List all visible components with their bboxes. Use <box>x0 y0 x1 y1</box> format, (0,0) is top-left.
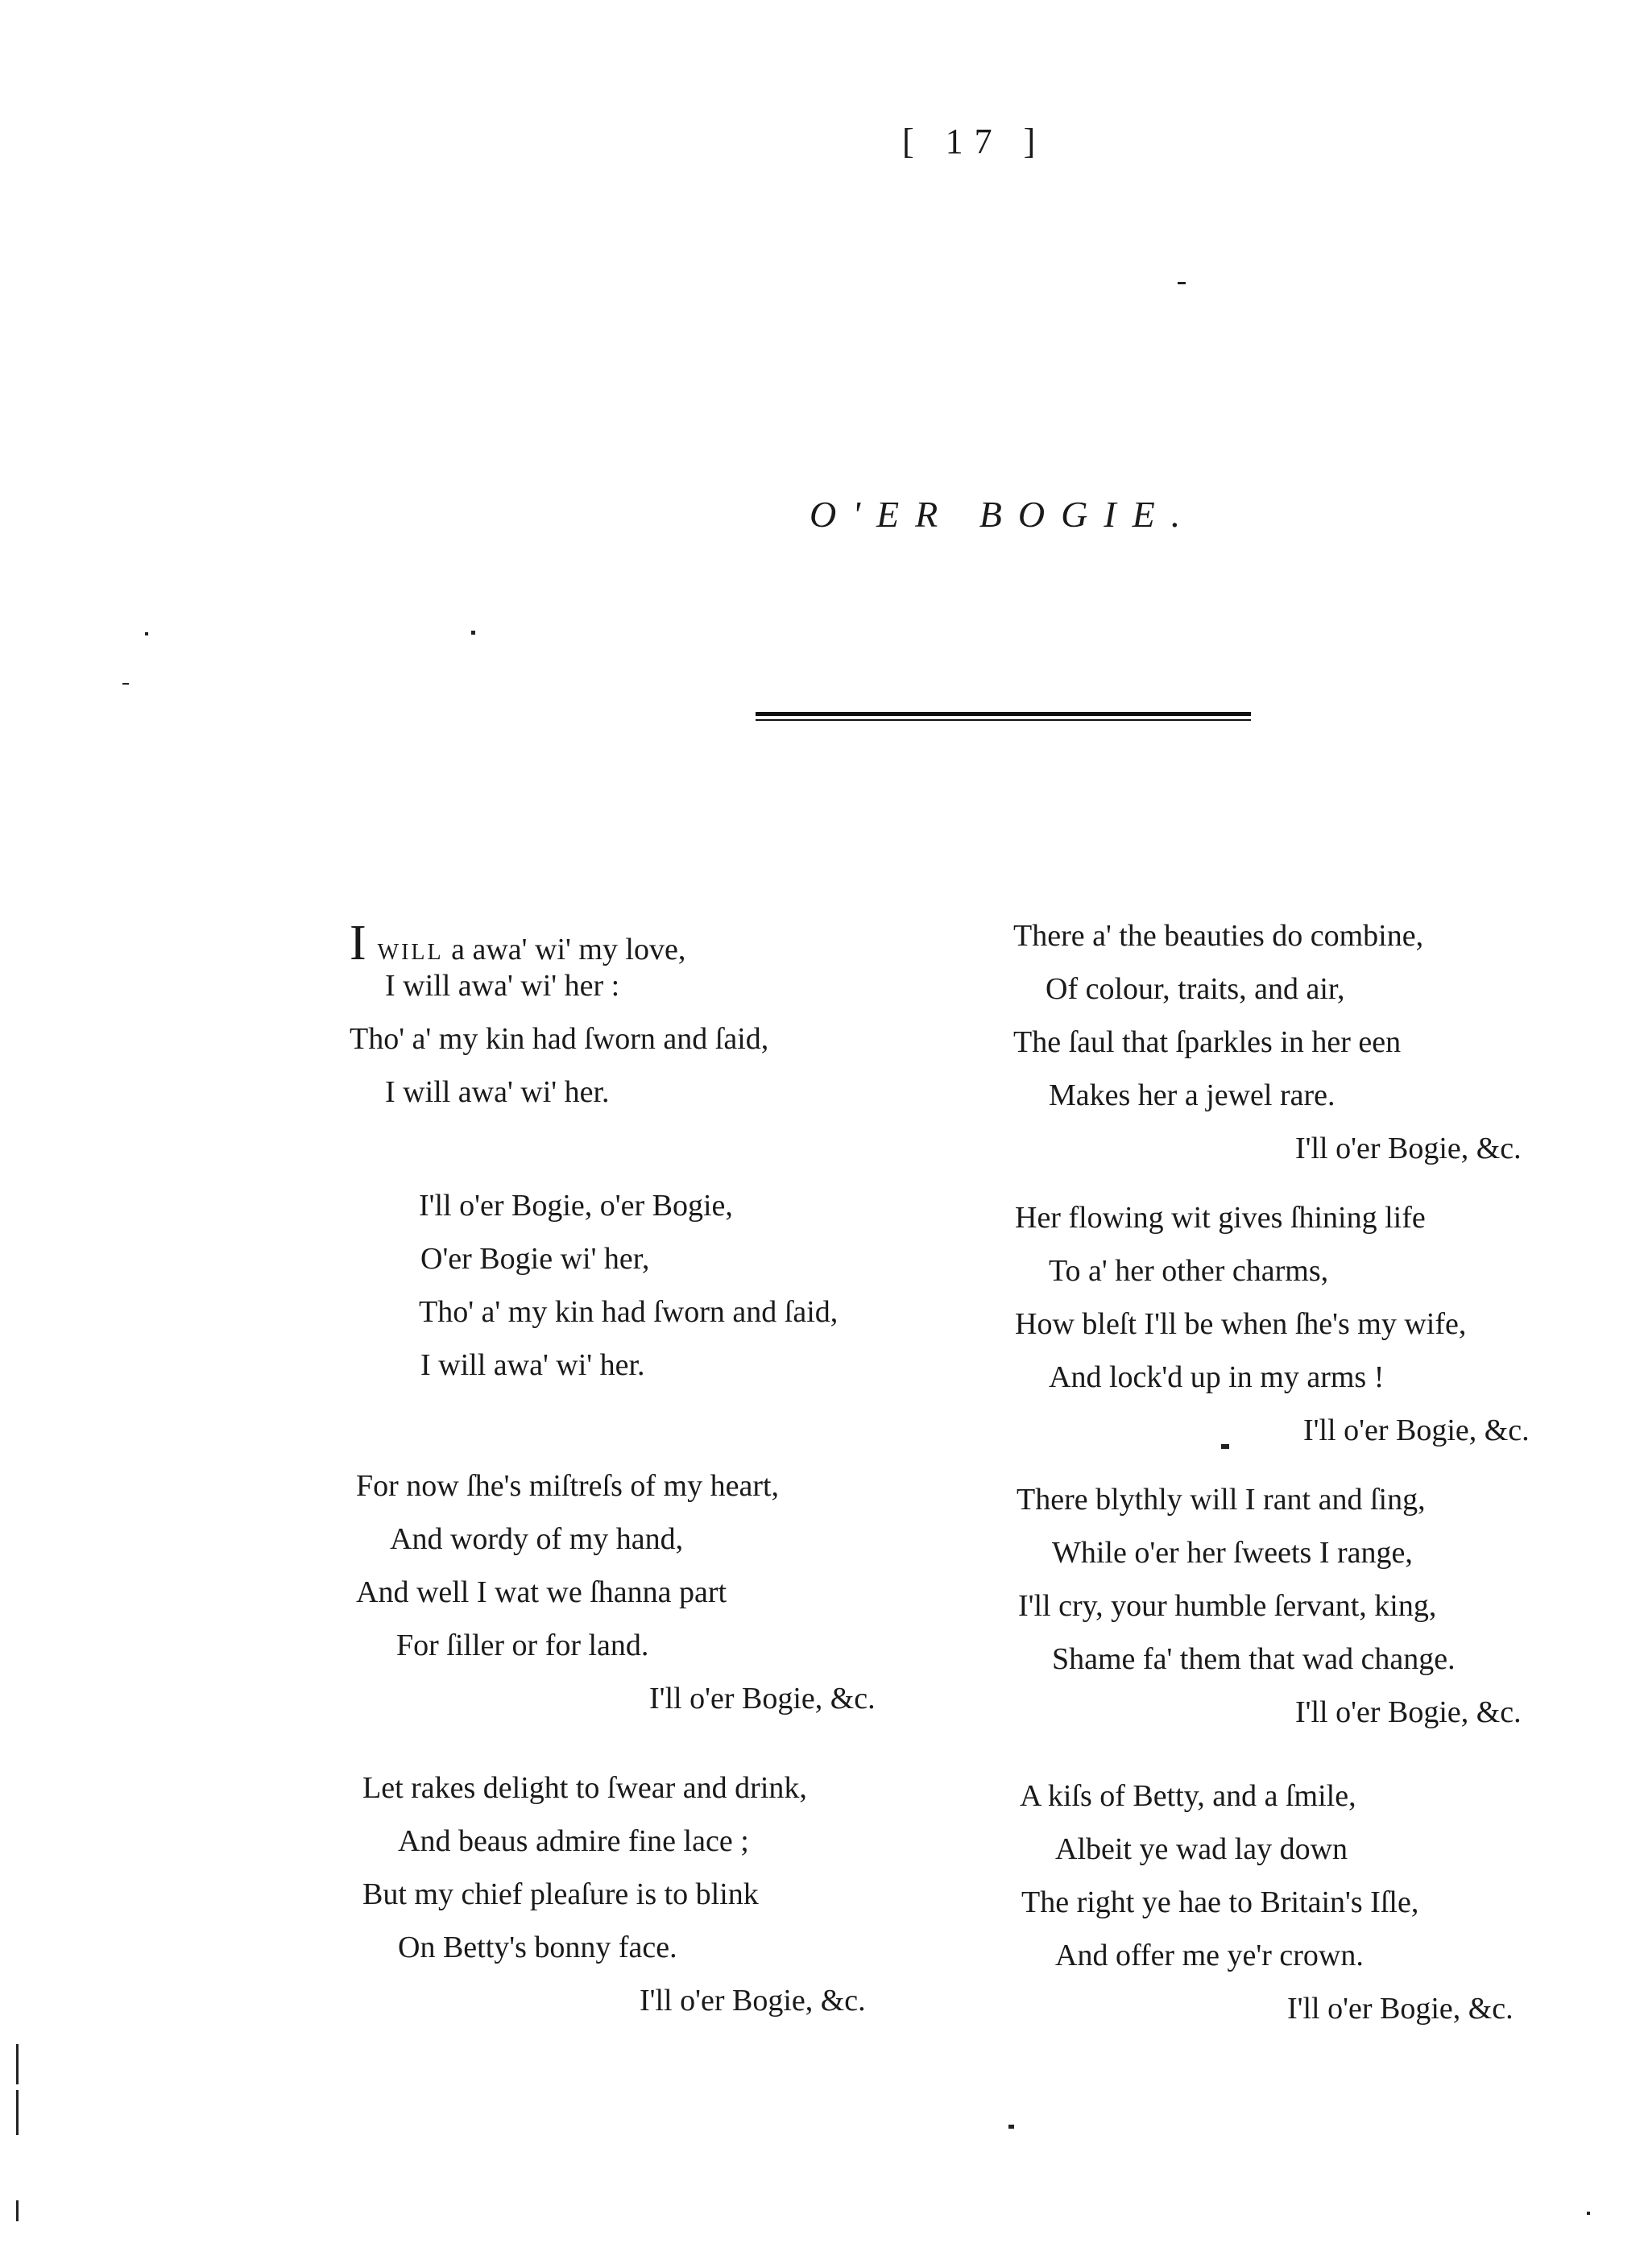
chorus-line: I will awa' wi' her. <box>420 1348 645 1382</box>
page-number: [ 17 ] <box>902 122 1047 161</box>
refrain-line: I'll o'er Bogie, &c. <box>1303 1413 1530 1447</box>
verse-line: Of colour, traits, and air, <box>1046 972 1345 1006</box>
scan-speck <box>16 2090 19 2135</box>
scan-speck <box>471 631 475 635</box>
verse-line: Makes her a jewel rare. <box>1049 1078 1335 1112</box>
chorus-line: I'll o'er Bogie, o'er Bogie, <box>419 1189 733 1223</box>
title-rule-thin <box>756 719 1251 721</box>
drop-cap: I <box>350 916 366 971</box>
refrain-line: I'll o'er Bogie, &c. <box>1287 1992 1514 2026</box>
title-rule-thick <box>756 712 1251 716</box>
verse-line: There a' the beauties do combine, <box>1013 919 1424 953</box>
verse-line: There blythly will I rant and ſing, <box>1017 1483 1426 1517</box>
scan-speck <box>16 2200 19 2221</box>
verse-line: I will awa' wi' her. <box>385 1075 610 1109</box>
verse-line: For now ſhe's miſtreſs of my heart, <box>356 1469 780 1503</box>
verse-line: And well I wat we ſhanna part <box>356 1575 727 1609</box>
refrain-line: I'll o'er Bogie, &c. <box>1295 1695 1522 1729</box>
scan-speck <box>1587 2212 1590 2215</box>
verse-line: Her flowing wit gives ſhining life <box>1015 1201 1426 1235</box>
verse-line: And wordy of my hand, <box>390 1522 684 1556</box>
verse-line: The ſaul that ſparkles in her een <box>1013 1025 1402 1059</box>
refrain-line: I'll o'er Bogie, &c. <box>640 1984 866 2018</box>
verse-line: I will awa' wi' her : <box>385 969 620 1003</box>
verse-line: Albeit ye wad lay down <box>1055 1832 1348 1866</box>
verse-line: I'll cry, your humble ſervant, king, <box>1018 1589 1437 1623</box>
verse-line: The right ye hae to Britain's Iſle, <box>1021 1885 1419 1919</box>
poem-title: O'ER BOGIE. <box>810 494 1197 535</box>
verse-line: While o'er her ſweets I range, <box>1052 1536 1413 1570</box>
scan-speck <box>1221 1444 1229 1449</box>
chorus-line: Tho' a' my kin had ſworn and ſaid, <box>419 1295 839 1329</box>
scan-speck <box>1178 282 1186 284</box>
verse-line: And lock'd up in my arms ! <box>1049 1360 1385 1394</box>
scan-speck <box>16 2044 19 2084</box>
scan-speck <box>1008 2125 1014 2129</box>
chorus-line: O'er Bogie wi' her, <box>420 1242 650 1276</box>
verse-line: Let rakes delight to ſwear and drink, <box>362 1771 807 1805</box>
scan-speck <box>145 632 148 635</box>
verse-line-rest: a awa' wi' my love, <box>443 933 686 966</box>
verse-line: And beaus admire fine lace ; <box>398 1824 749 1858</box>
verse-line: On Betty's bonny face. <box>398 1931 677 1964</box>
verse-line: Tho' a' my kin had ſworn and ſaid, <box>350 1022 769 1056</box>
verse-line: How bleſt I'll be when ſhe's my wife, <box>1015 1307 1467 1341</box>
verse-line: But my chief pleaſure is to blink <box>362 1877 759 1911</box>
refrain-line: I'll o'er Bogie, &c. <box>649 1682 876 1715</box>
verse-line-opening <box>350 916 686 971</box>
verse-line: A kiſs of Betty, and a ſmile, <box>1020 1779 1356 1813</box>
small-caps-lead: WILL <box>377 940 444 965</box>
verse-line: For ſiller or for land. <box>396 1629 649 1662</box>
verse-line: To a' her other charms, <box>1049 1254 1329 1288</box>
scan-speck <box>122 683 129 685</box>
refrain-line: I'll o'er Bogie, &c. <box>1295 1132 1522 1165</box>
verse-line: And offer me ye'r crown. <box>1055 1939 1364 1972</box>
verse-line: Shame fa' them that wad change. <box>1052 1642 1456 1676</box>
